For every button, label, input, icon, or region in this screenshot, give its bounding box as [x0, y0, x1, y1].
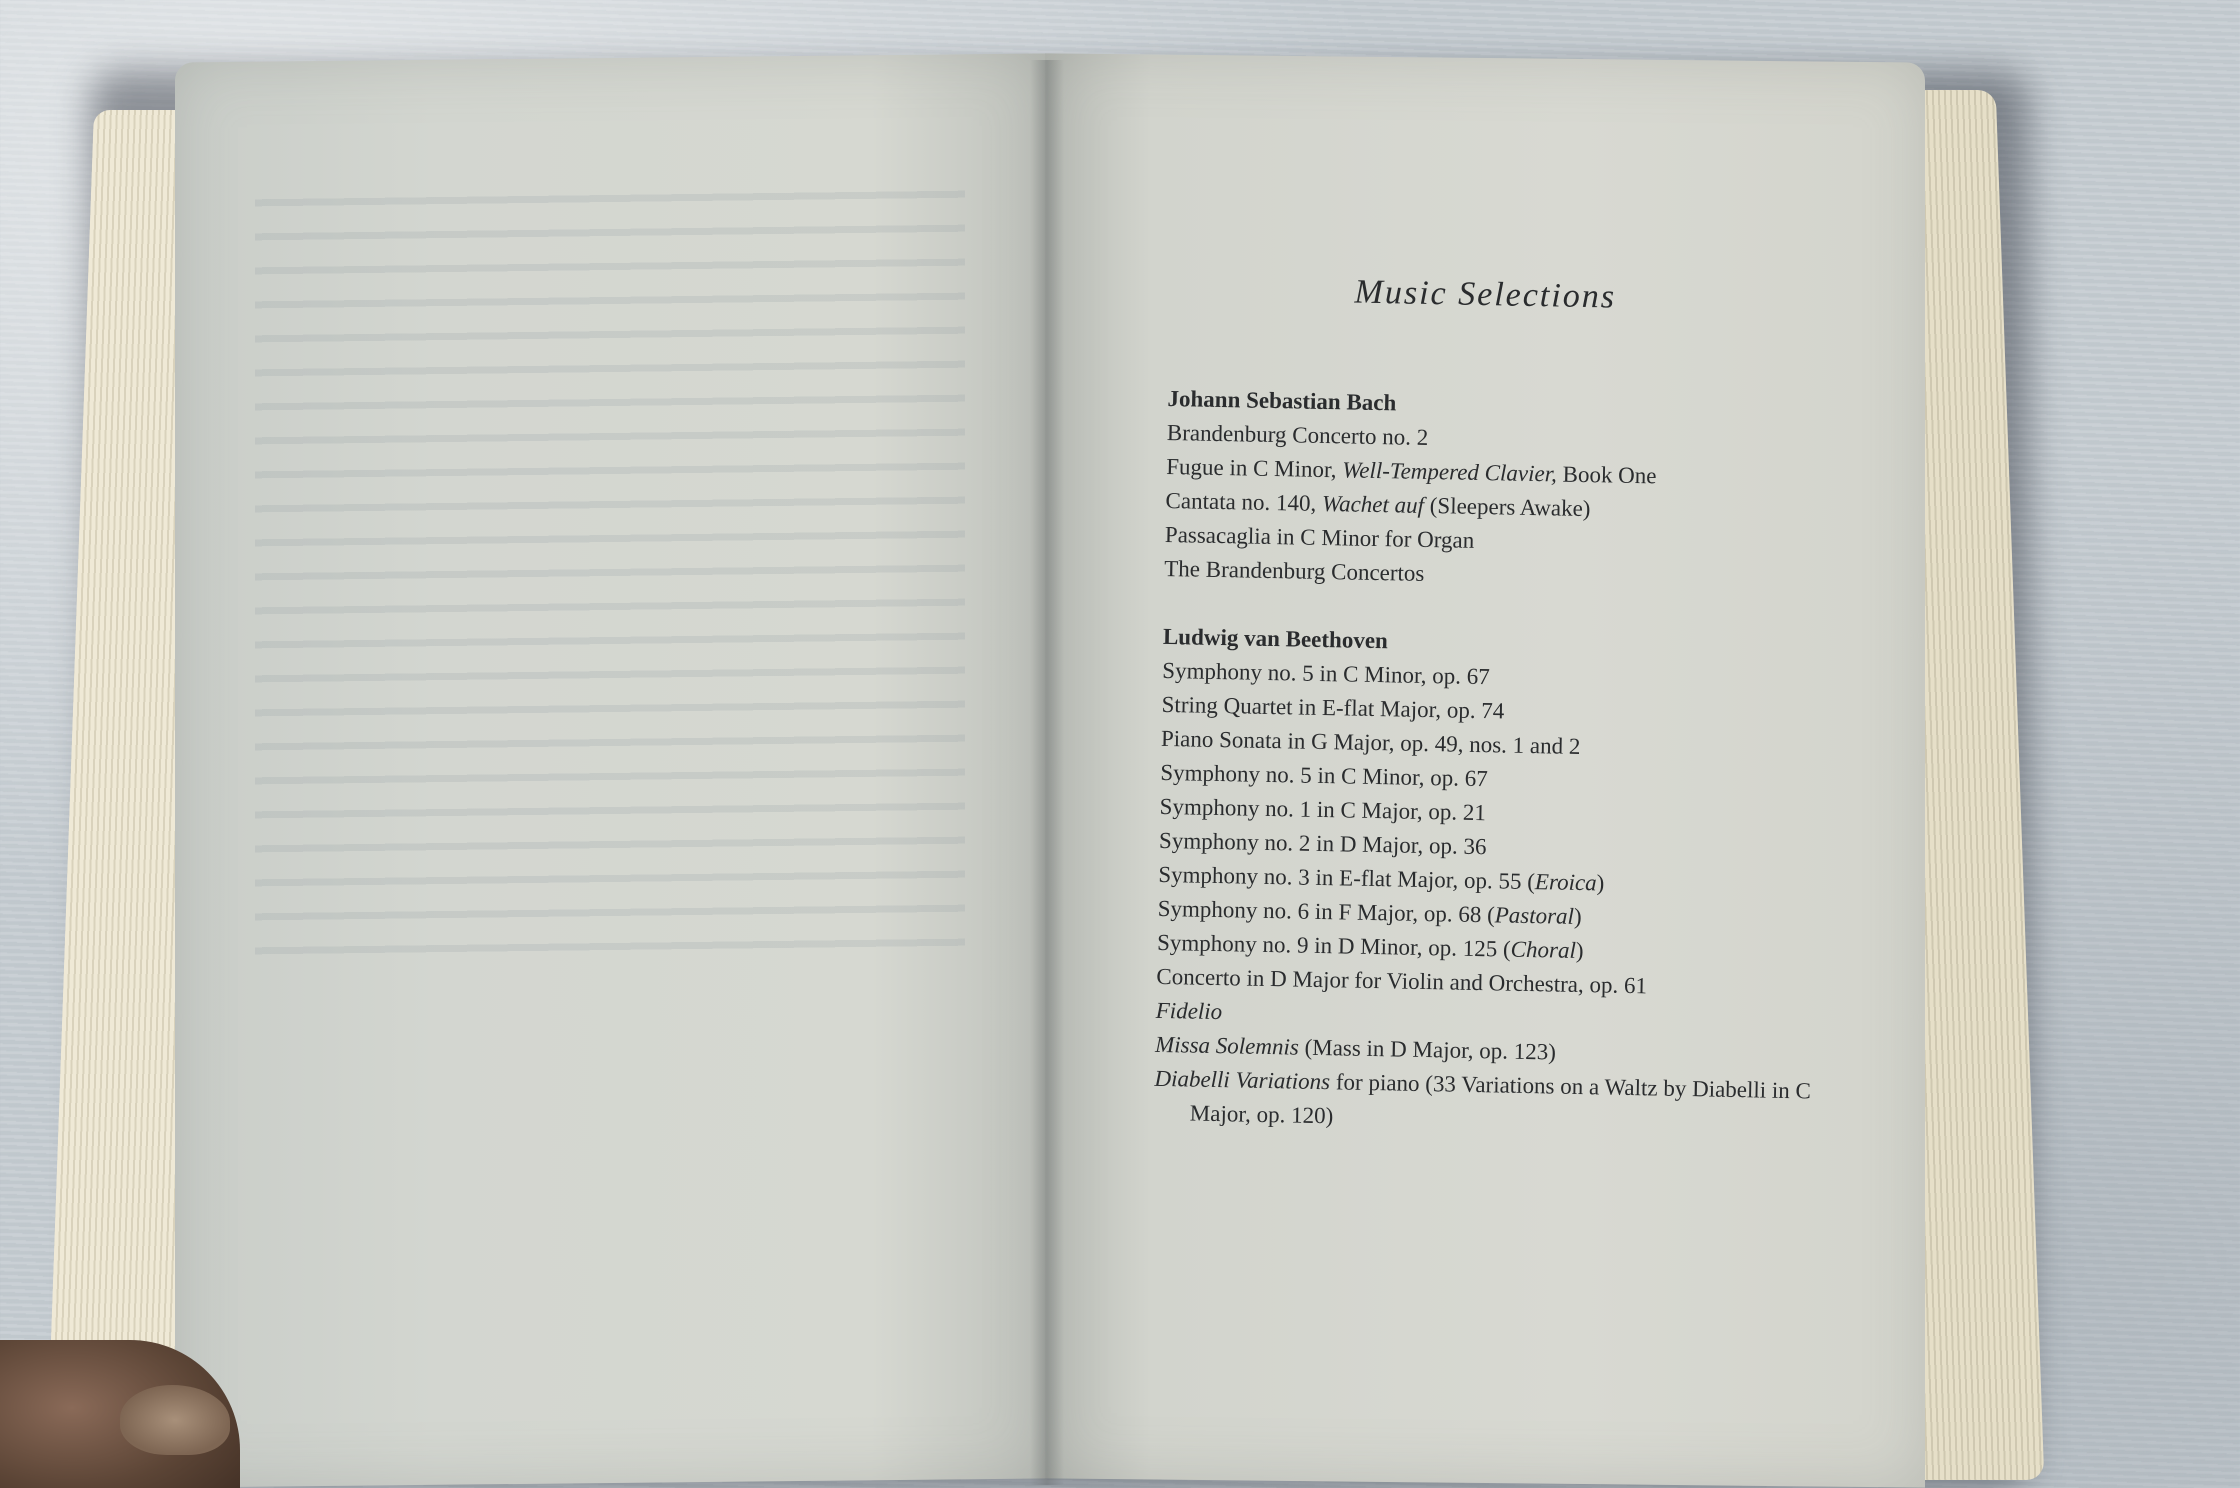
work-item: Diabelli Variations for piano (33 Variations on a Waltz by Diabelli in C Major, op. 120): [1154, 1065, 1812, 1129]
work-item: The Brandenburg Concertos: [1164, 555, 1425, 586]
section-bach: [1164, 382, 1868, 599]
show-through-text: [255, 171, 965, 960]
work-item: Symphony no. 3 in E-flat Major, op. 55 (Eroica): [1158, 861, 1605, 896]
work-item: Fidelio: [1155, 997, 1223, 1025]
work-item: Fugue in C Minor, Well-Tempered Clavier, Book One: [1165, 453, 1657, 489]
work-item: Passacaglia in C Minor for Organ: [1164, 521, 1475, 553]
work-item: Symphony no. 5 in C Minor, op. 67: [1162, 657, 1490, 690]
composer-heading: Johann Sebastian Bach: [1167, 385, 1397, 416]
work-item: Symphony no. 9 in D Minor, op. 125 (Choral): [1156, 929, 1584, 964]
work-item: Symphony no. 2 in D Major, op. 36: [1158, 827, 1487, 860]
work-item: Concerto in D Major for Violin and Orchestra, op. 61: [1156, 963, 1648, 999]
section-beethoven: [1153, 620, 1863, 1143]
page-title: Music Selections: [1354, 273, 1617, 316]
work-item: Piano Sonata in G Major, op. 49, nos. 1 and 2: [1160, 725, 1581, 759]
work-item: String Quartet in E-flat Major, op. 74: [1161, 691, 1505, 724]
work-item: Missa Solemnis (Mass in D Major, op. 123): [1154, 1031, 1557, 1065]
composer-heading: Ludwig van Beethoven: [1162, 623, 1389, 654]
work-item: Symphony no. 1 in C Major, op. 21: [1159, 793, 1487, 826]
thumb-nail: [120, 1385, 230, 1455]
work-item: Cantata no. 140, Wachet auf (Sleepers Awake): [1165, 487, 1591, 522]
book-gutter: [1030, 60, 1064, 1485]
work-item: Symphony no. 6 in F Major, op. 68 (Pastoral): [1157, 895, 1582, 930]
work-item: Symphony no. 5 in C Minor, op. 67: [1160, 759, 1489, 792]
work-item: Brandenburg Concerto no. 2: [1166, 419, 1429, 450]
